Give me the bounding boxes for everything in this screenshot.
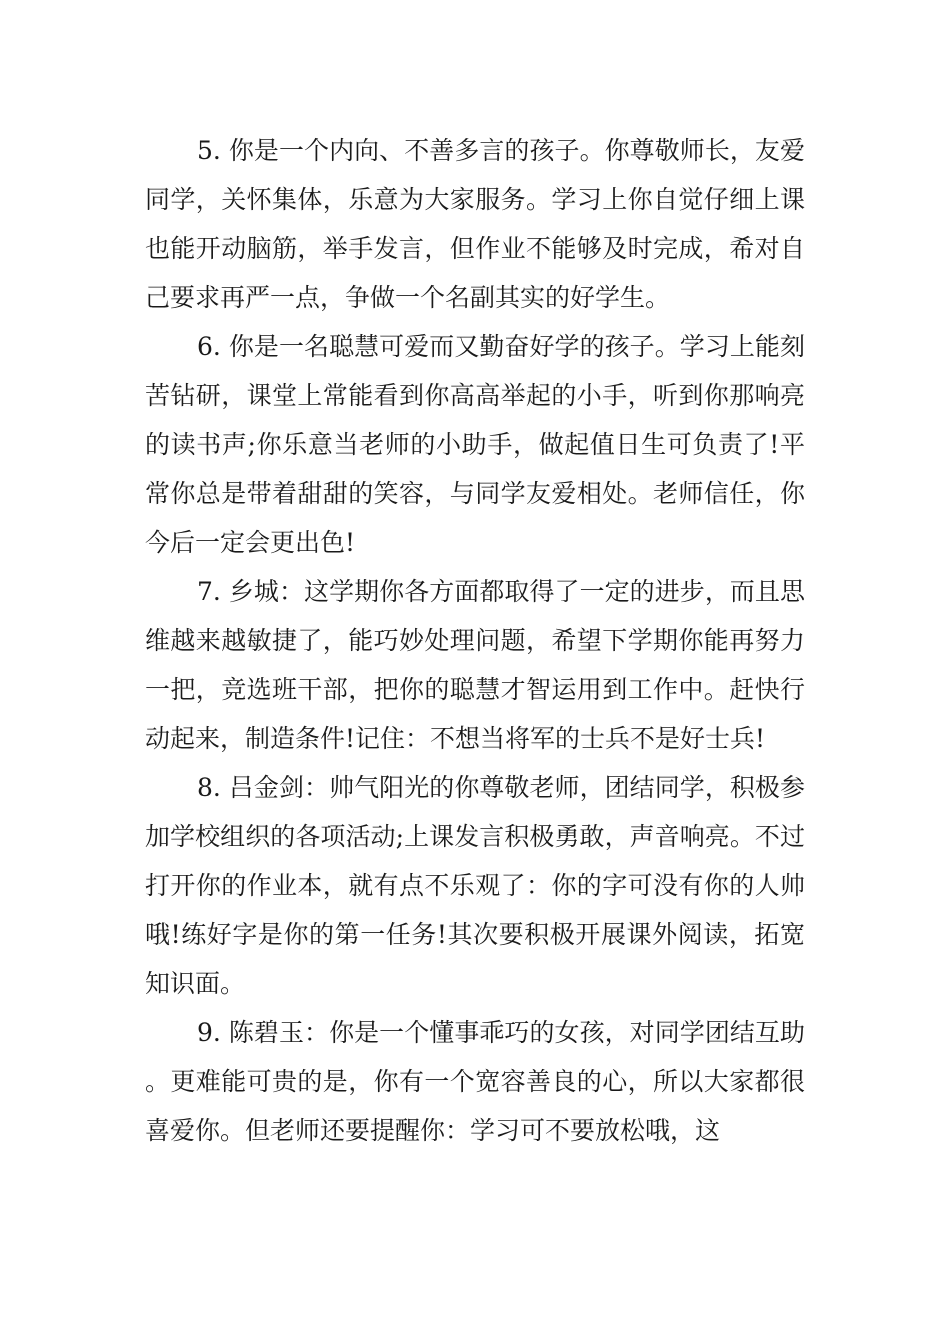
paragraph-6 [145,322,805,567]
paragraph-text: 陈碧玉：你是一个懂事乖巧的女孩，对同学团结互助。更难能可贵的是，你有一个宽容善良的心，所以大家都很喜爱你。但老师还要提醒你：学习可不要放松哦，这 [145,1018,805,1145]
document-body [145,126,805,1155]
paragraph-text: 吕金剑：帅气阳光的你尊敬老师，团结同学，积极参加学校组织的各项活动;上课发言积极勇敢，声音响亮。不过打开你的作业本，就有点不乐观了：你的字可没有你的人帅哦!练好字是你的第一任务!其次要积极开展课外阅读，拓宽知识面。 [145,773,805,998]
paragraph-text: 你是一个内向、不善多言的孩子。你尊敬师长，友爱同学，关怀集体，乐意为大家服务。学习上你自觉仔细上课也能开动脑筋，举手发言，但作业不能够及时完成，希对自己要求再严一点，争做一个名副其实的好学生。 [145,136,805,312]
paragraph-number: 8. [197,773,221,802]
paragraph-number: 5. [197,136,221,165]
paragraph-number: 7. [197,577,221,606]
paragraph-text: 乡城：这学期你各方面都取得了一定的进步，而且思维越来越敏捷了，能巧妙处理问题，希望下学期你能再努力一把，竞选班干部，把你的聪慧才智运用到工作中。赶快行动起来，制造条件!记住：不想当将军的士兵不是好士兵! [145,577,805,753]
paragraph-9 [145,1008,805,1155]
paragraph-number: 9. [197,1018,221,1047]
paragraph-7 [145,567,805,763]
paragraph-8 [145,763,805,1008]
paragraph-5 [145,126,805,322]
paragraph-text: 你是一名聪慧可爱而又勤奋好学的孩子。学习上能刻苦钻研，课堂上常能看到你高高举起的小手，听到你那响亮的读书声;你乐意当老师的小助手，做起值日生可负责了!平常你总是带着甜甜的笑容，与同学友爱相处。老师信任，你今后一定会更出色! [145,332,805,557]
paragraph-number: 6. [197,332,221,361]
